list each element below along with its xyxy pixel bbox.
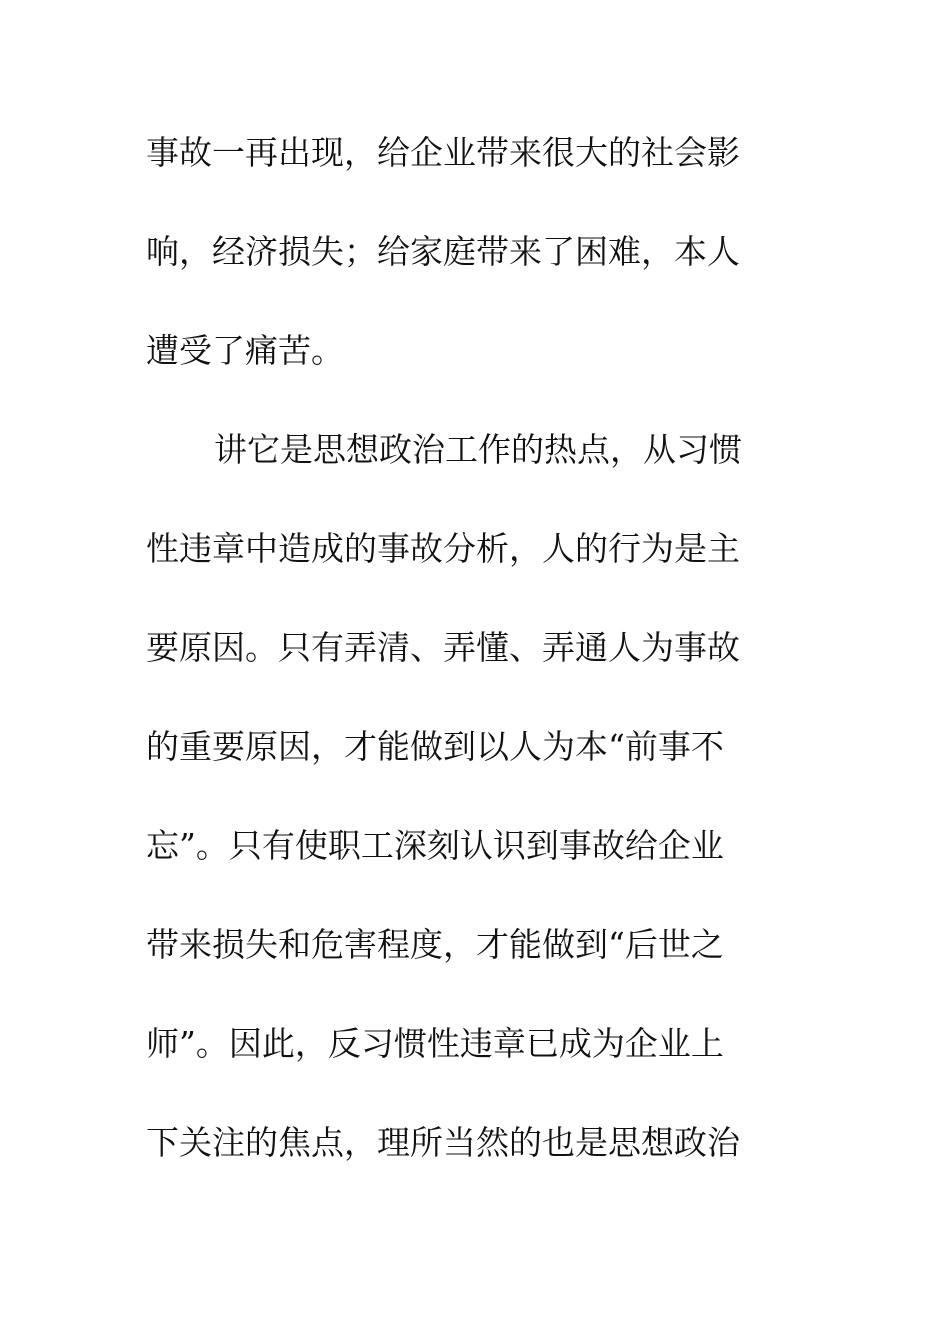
text-line: 下关注的焦点，理所当然的也是思想政治	[146, 1123, 740, 1162]
text-line: 带来损失和危害程度，才能做到“后世之	[146, 925, 724, 964]
text-line: 事故一再出现，给企业带来很大的社会影	[146, 133, 740, 172]
text-line: 忘”。只有使职工深刻认识到事故给企业	[146, 826, 724, 865]
text-line: 遭受了痛苦。	[146, 331, 344, 370]
text-line: 师”。因此，反习惯性违章已成为企业上	[146, 1024, 724, 1063]
text-line: 的重要原因，才能做到以人为本“前事不	[146, 727, 724, 766]
text-line: 响，经济损失；给家庭带来了困难，本人	[146, 232, 740, 271]
paragraph-first-line: 讲它是思想政治工作的热点，从习惯	[214, 430, 742, 469]
text-line: 要原因。只有弄清、弄懂、弄通人为事故	[146, 628, 740, 667]
text-line: 性违章中造成的事故分析，人的行为是主	[146, 529, 740, 568]
